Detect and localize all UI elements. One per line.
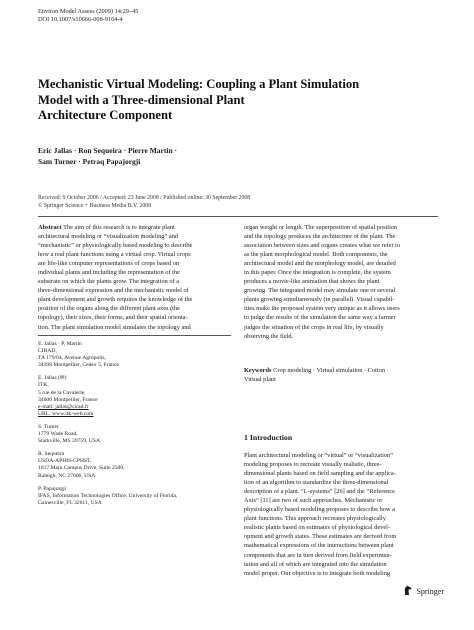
copyright-line: © Springer Science + Business Media B.V. 2008 [38,203,152,209]
affiliation-block [38,486,238,507]
abstract-line: observing the field. [244,332,294,340]
divider [38,216,438,217]
abstract-line: how a real plant functions using a virtual crop. Virtual crops [38,251,191,259]
abstract-line: substrate on which the plants grow. The integration of a [38,278,180,286]
intro-line: mathematical expressions of the interactions between plant [244,542,394,550]
abstract-line: growing. The integrated model may simulate one or several [244,287,396,295]
keywords-label: Keywords [244,367,272,374]
intro-line: dimensional plants based on field sampling and the applica- [244,470,396,478]
title-line: Mechanistic Virtual Modeling: Coupling a Plant Simulation [38,77,360,91]
affiliation-block [38,375,238,418]
abstract-line: “mechanistic” or physiologically based modeling to describe [38,242,193,250]
intro-line: model proper. Our objective is to integrate both modeling [244,569,391,577]
affiliation-line: 34000 Montpellier, France [38,396,98,403]
keywords [244,366,438,384]
paper-title [38,77,438,124]
intro-line: tation and all of which are integrated into the simulation [244,560,387,568]
title-line: Model with a Three-dimensional Plant [38,92,245,107]
intro-line: physiologically based modeling proposes to describe how a [244,506,395,514]
affiliation-line: TA 179/04, Avenue Agropolis, [38,355,106,362]
abstract-label: Abstract [38,224,62,231]
abstract-line: association between sizes and organs creates what we refer to [244,242,401,250]
abstract-line: produces a movie-like animation that shows the plant [244,278,380,286]
abstract-line: plants growing simultaneously (in parallel). Visual capabil- [244,296,395,304]
abstract-line: as the plant morphological model. Both components, the [244,251,388,259]
abstract-line: are life-like computer representations of crops based on [38,260,180,268]
affiliation-line: 1017 Main Campus Drive, Suite 2500, [38,465,125,472]
journal-citation: Environ Model Assess (2009) 14:29–45 [38,8,139,15]
abstract-line: and the topology produces the architecture of the plant. The [244,233,396,241]
author-line: Sam Turner · Petraq Papajorgji [38,157,141,166]
intro-line: components that are in turn derived from field experimen- [244,551,392,559]
affiliation-line: IFAS, Information Technologies Office, University of Florida, [38,492,178,499]
dates-line: Received: 9 October 2006 / Accepted: 23 June 2008 / Published online: 30 September 2008 [38,195,251,201]
abstract-line: in this paper. Once the integration is complete, the system [244,269,391,277]
affiliation-line: Gainesville, FL 32611, USA [38,499,102,506]
affiliation-block [38,451,238,479]
affiliation-line: USDA-APHIS-CPHST, [38,458,92,465]
affiliations [38,341,238,513]
affiliation-line: P. Papajorgji [38,485,67,492]
intro-line: realistic plants based on estimates of physiological devel- [244,524,391,532]
affiliation-line: E. Jallas · P. Martin [38,341,82,347]
abstract-line: to judge the results of the simulation the same way a farmer [244,314,396,322]
intro-line: description of a plant. “L-systems” [26] and the “Reference [244,488,395,496]
abstract-left-column [38,223,231,332]
abstract-line: architectural model and the morphology model, are detailed [244,260,396,268]
affiliation-line: R. Sequeira [38,451,65,458]
abstract-line: position of the organs along the different plant axes (the [38,305,180,313]
affiliation-line: S. Turner [38,423,59,430]
affiliation-line: 1779 Wade Road, [38,431,78,438]
publication-history [38,194,438,210]
abstract-line: architectural modeling or “visualization modeling” and [38,233,179,241]
abstract-line: plant development and growth requires the knowledge of the [38,296,193,304]
introduction-body [244,451,438,578]
abstract-line: Abstract The aim of this research is to integrate plant [38,224,175,231]
intro-line: Plant architectural modeling or “virtual” or “visualization” [244,452,394,459]
abstract-line: organ weight or length. The superposition of spatial position [244,224,398,231]
intro-line: tion of an algorithm to standardize the three-dimensional [244,479,389,487]
keywords-line: Virtual plant [244,376,276,384]
abstract-line: three-dimensional expression and the mechanistic model of [38,287,189,295]
publisher-name: Springer [416,587,444,596]
section-heading: 1 Introduction [244,433,293,442]
horse-icon [403,585,413,598]
intro-line: Axis” [11] are two of such approaches. Mechanistic or [244,497,383,505]
affiliation-line: ITK, [38,382,49,389]
affiliation-line: Raleigh, NC 27606, USA [38,472,96,479]
abstract-line: topology), their sizes, their forms, and their spatial orienta- [38,314,188,322]
keywords-line: Keywords Crop modeling · Virtual simulation · Cotton · [244,367,389,374]
abstract-line: judges the situation of the crops in real life, by visually [244,323,384,331]
url-link[interactable]: URL: www.itk-web.com [38,410,94,417]
email-link[interactable]: e-mail: jallas@cirad.fr [38,403,89,410]
affiliation-block [38,341,238,369]
intro-line: modeling proposes to recreate visually realistic, three- [244,461,382,469]
affiliation-line: E. Jallas (✉) [38,375,67,382]
doi: DOI 10.1007/s10666-008-9164-4 [38,16,123,23]
affiliation-line: 5 rue de la Cavalerie, [38,389,86,396]
intro-line: opment and growth states. These estimates are derived from [244,533,397,541]
title-line: Architecture Component [38,108,173,122]
publisher-logo [403,585,444,598]
affiliation-line: 34398 Montpellier, Cedex 5, France [38,362,119,369]
affiliation-divider [38,335,231,336]
author-list [38,145,338,167]
abstract-line: ities make the proposed system very unique as it allows users [244,305,400,313]
affiliation-block [38,424,238,445]
affiliation-line: CIRAD, [38,348,57,355]
affiliation-line: Starkville, MS 39759, USA [38,438,101,445]
intro-line: plant functions. This approach recreates physiologically [244,515,386,523]
author-line: Eric Jallas · Ron Sequeira · Pierre Martin · [38,146,178,155]
running-header [38,8,138,24]
abstract-line: tion. The plant simulation model simulates the topology and [38,323,191,331]
abstract-right-column [244,223,438,341]
abstract-line: individual plants and including the representation of the [38,269,180,277]
